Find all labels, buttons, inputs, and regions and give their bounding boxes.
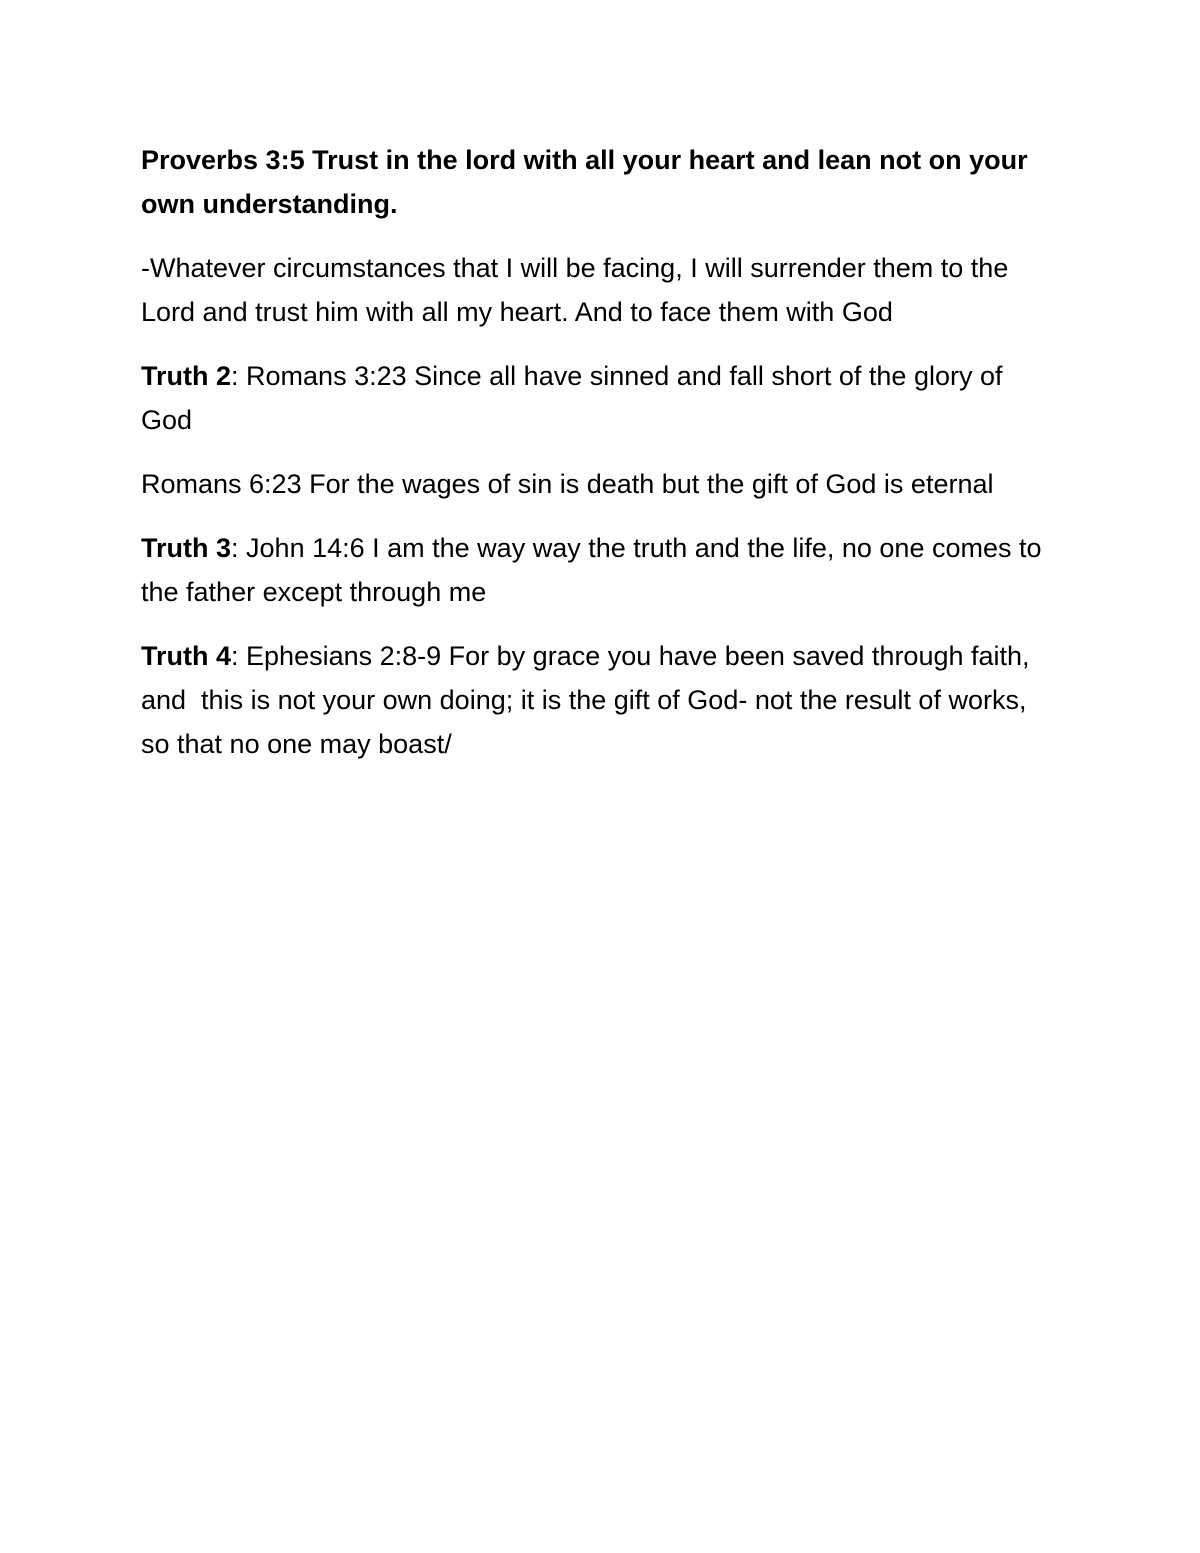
paragraph-romans-6-23 <box>141 462 1061 506</box>
truth-label: Truth 3 <box>141 533 232 563</box>
truth-label: Truth 2 <box>141 361 232 391</box>
paragraph-text: Ephesians 2:8-9 For by grace you have been saved through faith, and this is not your own doing; it is the gift of God- not the result of works, so that no one may boast/ <box>141 641 1038 759</box>
paragraph-reflection <box>141 246 1061 334</box>
paragraph-text: John 14:6 I am the way way the truth and the life, no one comes to the father except through me <box>141 533 1042 607</box>
paragraph-truth-3 <box>141 526 1061 614</box>
paragraph-proverbs <box>141 138 1061 226</box>
label-separator: : <box>231 641 239 671</box>
truth-label: Truth 4 <box>141 641 232 671</box>
paragraph-text: Romans 3:23 Since all have sinned and fall short of the glory of God <box>141 361 1003 435</box>
paragraph-truth-4 <box>141 634 1061 766</box>
label-separator: : <box>231 361 239 391</box>
paragraph-text: -Whatever circumstances that I will be facing, I will surrender them to the Lord and trust him with all my heart. And to face them with God <box>141 253 1009 327</box>
label-separator: : <box>231 533 239 563</box>
paragraph-truth-2 <box>141 354 1061 442</box>
document-body <box>141 138 1061 786</box>
paragraph-text: Proverbs 3:5 Trust in the lord with all your heart and lean not on your own understanding. <box>141 145 1028 219</box>
paragraph-text: Romans 6:23 For the wages of sin is death but the gift of God is eternal <box>141 469 994 499</box>
